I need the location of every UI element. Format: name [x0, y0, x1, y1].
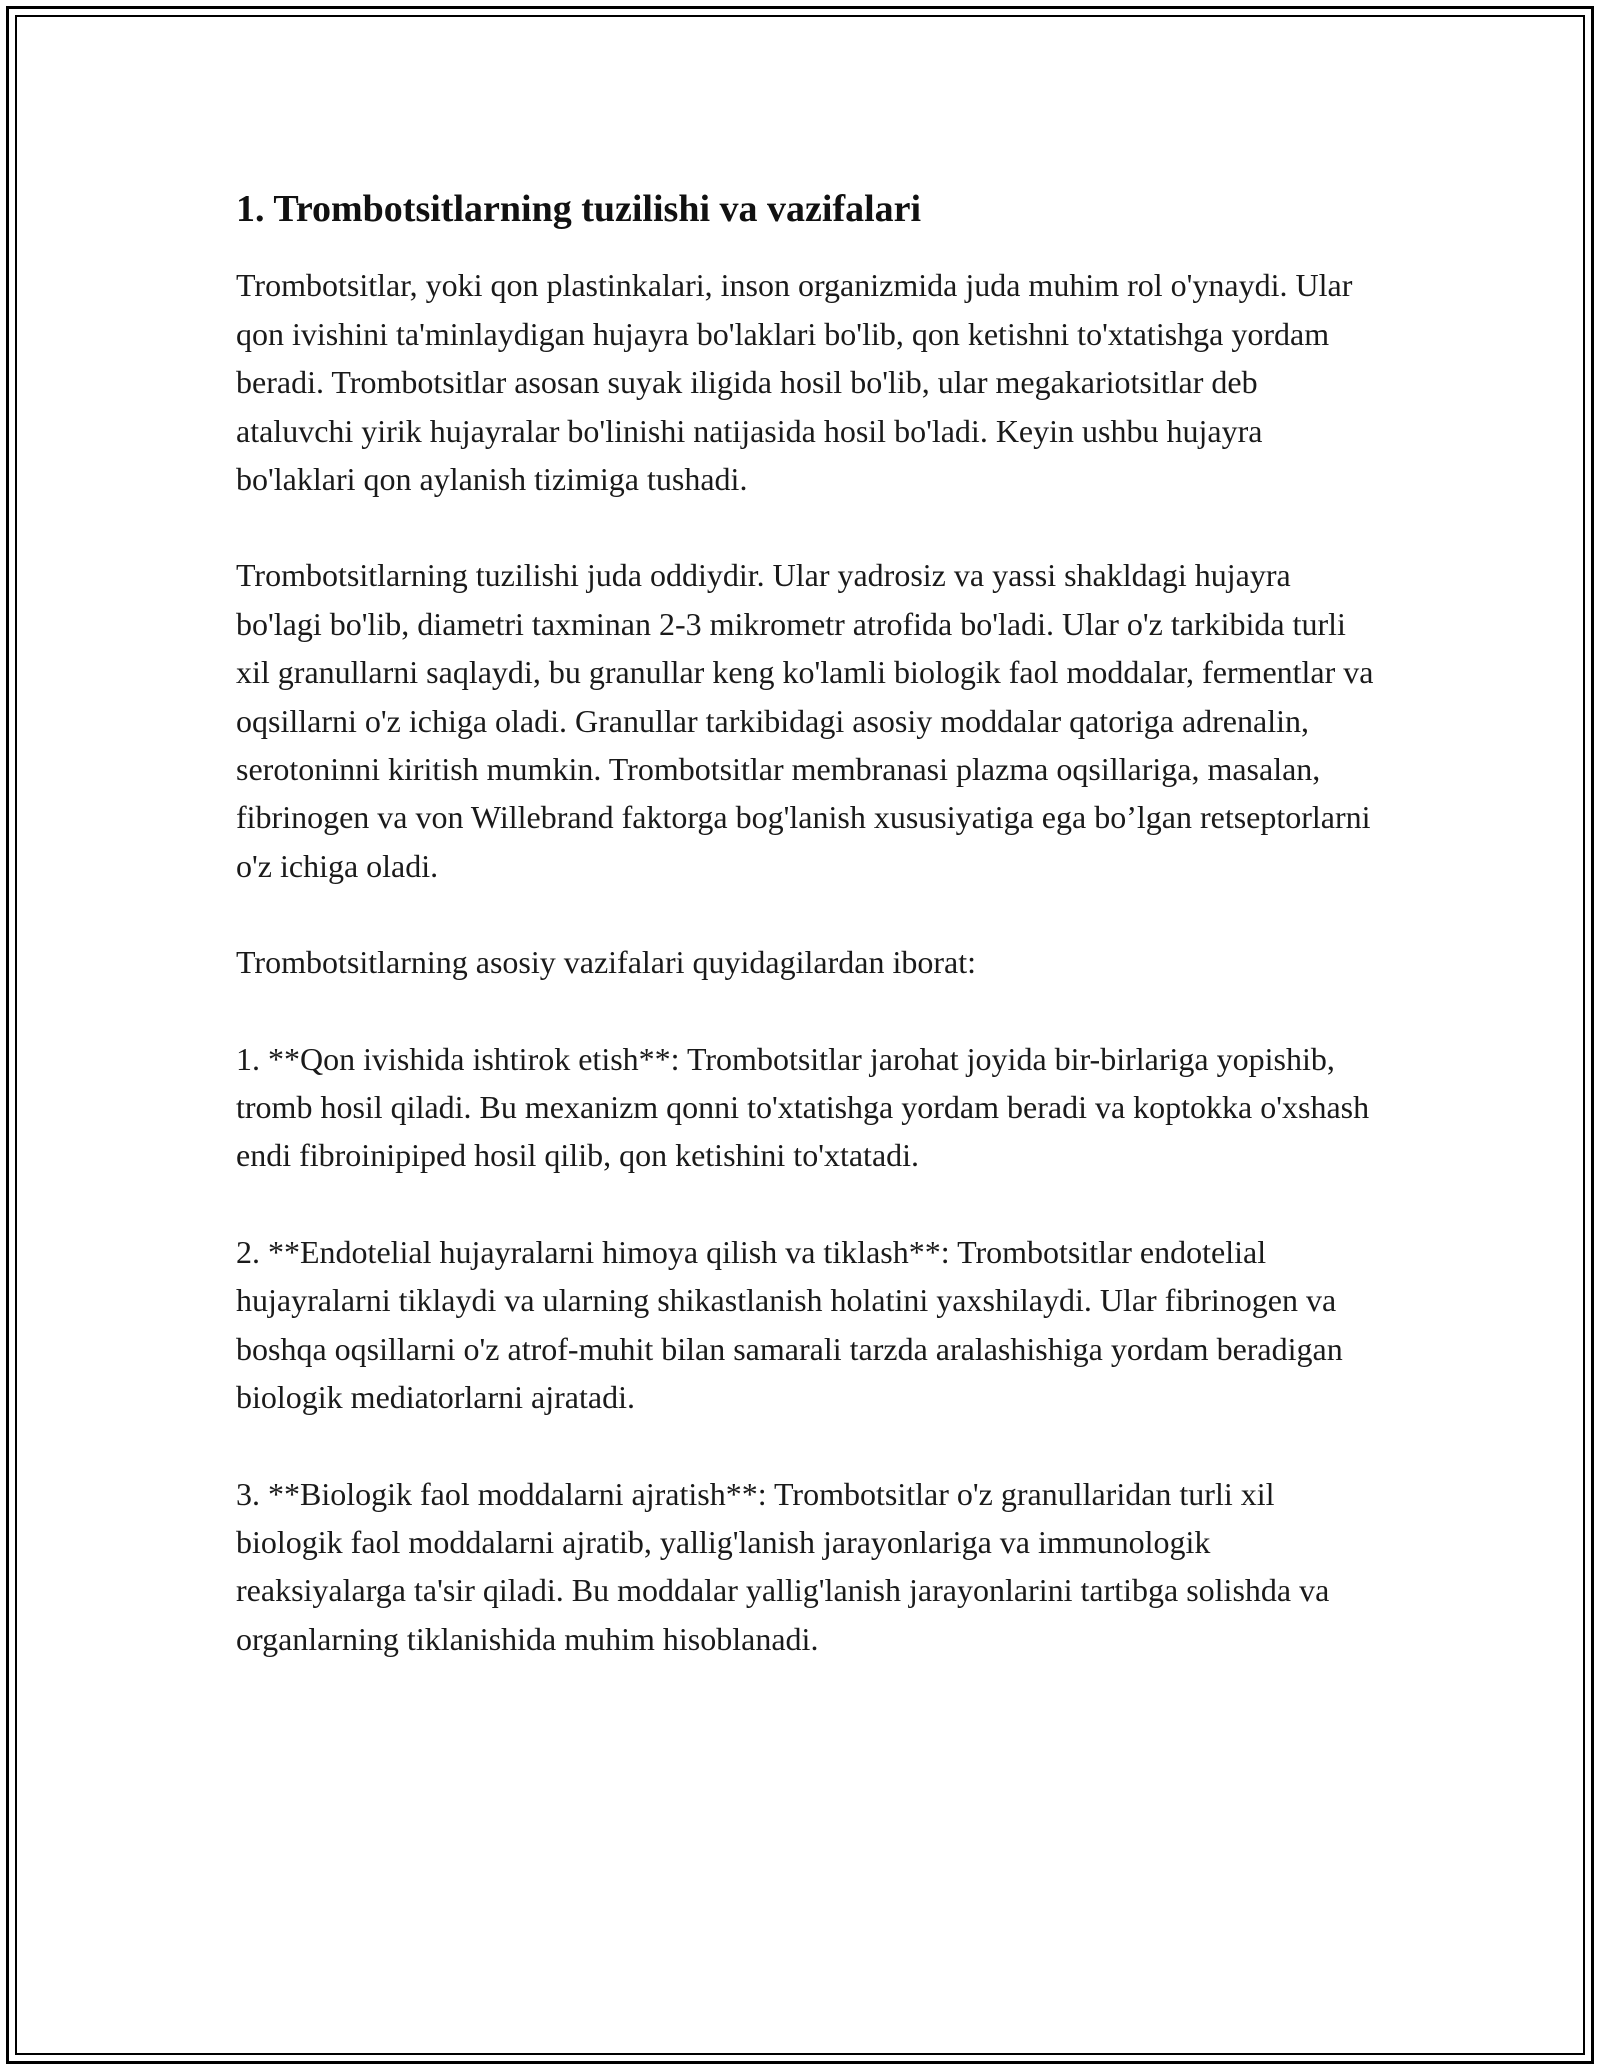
- list-item-function-2: 2. **Endotelial hujayralarni himoya qilish va tiklash**: Trombotsitlar endotelial hujayralarni tiklaydi va ularning shikastlanish holatini yaxshilaydi. Ular fibrinogen va boshqa oqsillarni o'z atrof-muhit bilan samarali tarzda aralashishiga yordam beradigan biologik mediatorlarni ajratadi.: [236, 1233, 1343, 1416]
- document-body: [236, 185, 1376, 1663]
- list-item-function-1: 1. **Qon ivishida ishtirok etish**: Trombotsitlar jarohat joyida bir-birlariga yopishib, tromb hosil qiladi. Bu mexanizm qonni to'xtatishga yordam beradi va koptokka o'xshash endi fibroinipiped hosil qilib, qon ketishini to'xtatadi.: [236, 1040, 1370, 1174]
- paragraph-functions-intro: Trombotsitlarning asosiy vazifalari quyidagilardan iborat:: [236, 944, 976, 981]
- section-heading: 1. Trombotsitlarning tuzilishi va vazifalari: [236, 188, 922, 230]
- paragraph-structure: Trombotsitlarning tuzilishi juda oddiydir. Ular yadrosiz va yassi shakldagi hujayra bo'lagi bo'lib, diametri taxminan 2-3 mikrometr atrofida bo'ladi. Ular o'z tarkibida turli xil granullarni saqlaydi, bu granullar keng ko'lamli biologik faol moddalar, fermentlar va oqsillarni o'z ichiga oladi. Granullar tarkibidagi asosiy moddalar qatoriga adrenalin, serotoninni kiritish mumkin. Trombotsitlar membranasi plazma oqsillariga, masalan, fibrinogen va von Willebrand faktorga bog'lanish xususiyatiga ega bo’lgan retseptorlarni o'z ichiga oladi.: [236, 557, 1374, 884]
- paragraph-intro: Trombotsitlar, yoki qon plastinkalari, inson organizmida juda muhim rol o'ynaydi. Ular qon ivishini ta'minlaydigan hujayra bo'laklari bo'lib, qon ketishni to'xtatishga yordam beradi. Trombotsitlar asosan suyak iligida hosil bo'lib, ular megakariotsitlar deb ataluvchi yirik hujayralar bo'linishi natijasida hosil bo'ladi. Keyin ushbu hujayra bo'laklari qon aylanish tizimiga tushadi.: [236, 267, 1353, 498]
- list-item-function-3: 3. **Biologik faol moddalarni ajratish**: Trombotsitlar o'z granullaridan turli xil biologik faol moddalarni ajratib, yallig'lanish jarayonlariga va immunologik reaksiyalarga ta'sir qiladi. Bu moddalar yallig'lanish jarayonlarini tartibga solishda va organlarning tiklanishida muhim hisoblanadi.: [236, 1475, 1330, 1657]
